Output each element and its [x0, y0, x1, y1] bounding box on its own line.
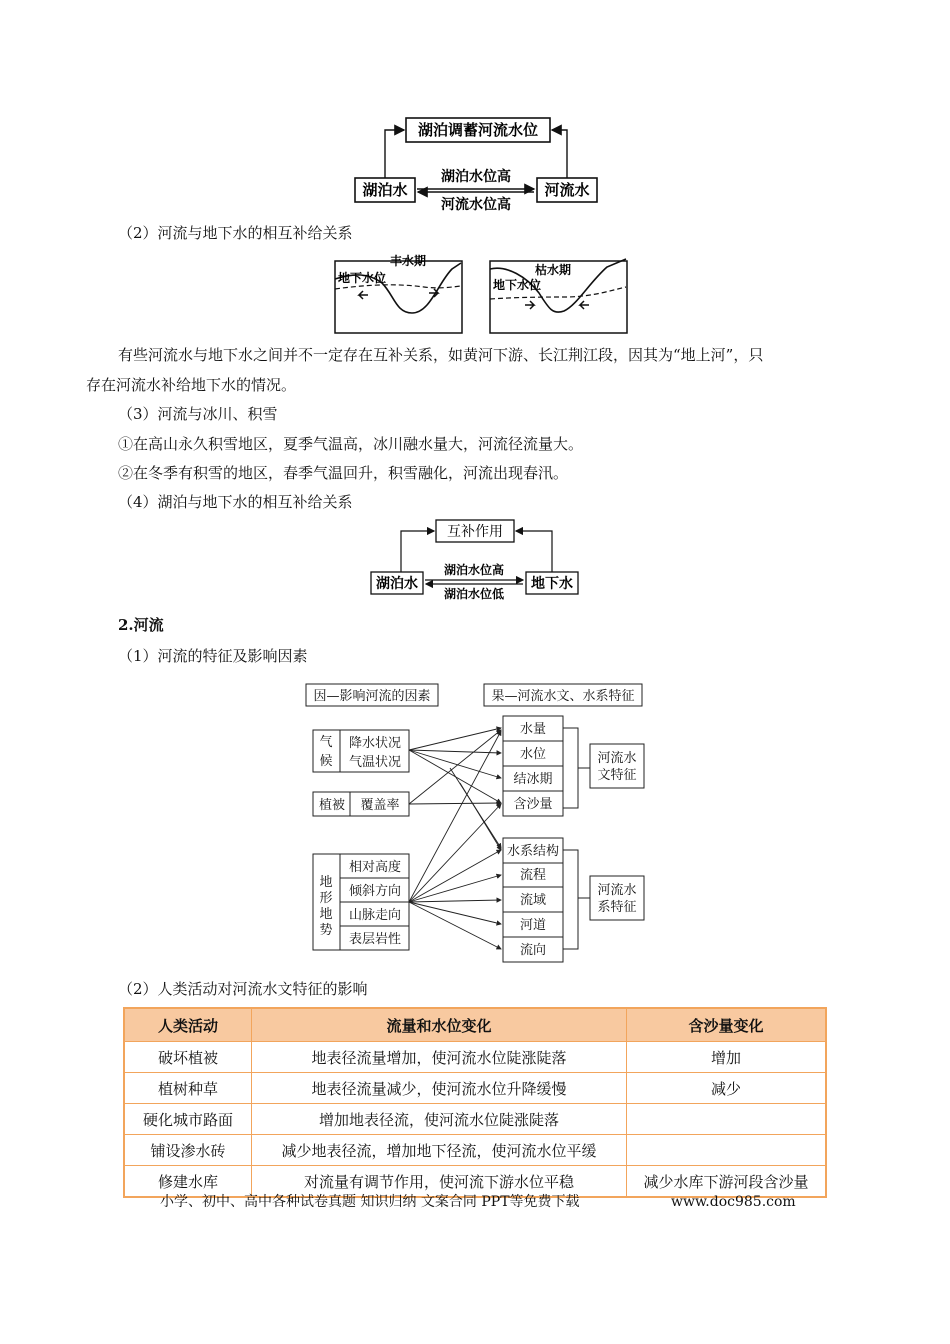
river-water-label: 河流水: [544, 181, 590, 199]
table-row: [124, 1073, 826, 1104]
table-row: [124, 1104, 826, 1135]
system-item-1: 水系结构: [506, 844, 560, 859]
dry-season-label: 枯水期: [535, 263, 572, 277]
table-cell: 增加地表径流，使河流水位陡涨陡落: [252, 1104, 627, 1135]
table-cell: 地表径流量增加，使河流水位陡涨陡落: [252, 1042, 627, 1073]
paragraph-line-1: 有些河流水与地下水之间并不一定存在互补关系，如黄河下游、长江荆江段，因其为“地上河”，只: [118, 346, 764, 364]
river-high-label: 河流水位高: [441, 197, 511, 212]
lake-water-label: 湖泊水: [362, 181, 408, 199]
lake-water-label-2: 湖泊水: [376, 576, 418, 592]
coverage-label: 覆盖率: [360, 798, 400, 813]
river-heading: 2.河流: [118, 616, 164, 634]
table-row: [124, 1042, 826, 1073]
table-cell: 修建水库: [124, 1166, 252, 1198]
slope-label: 倾斜方向: [348, 884, 402, 899]
groundwater-dry-diagram: [489, 253, 629, 335]
terrain-label: 地: [319, 875, 333, 890]
complement-label: 互补作用: [447, 524, 503, 540]
lake-lower-label: 湖泊水位低: [443, 587, 505, 601]
footer-url[interactable]: www.doc985.com: [671, 1194, 796, 1210]
rock-label: 表层岩性: [348, 932, 402, 947]
effect-header: 果—河流水文、水系特征: [491, 689, 635, 704]
system-item-4: 河道: [519, 918, 547, 933]
river-factors-diagram: [300, 678, 650, 968]
table-cell: 对流量有调节作用，使河流下游水位平稳: [252, 1166, 627, 1198]
vegetation-label: 植被: [318, 798, 346, 813]
flood-season-label: 丰水期: [390, 254, 427, 268]
lake-groundwater-diagram: [366, 516, 586, 604]
svg-text:势: 势: [319, 923, 333, 938]
river-subsection-2: （2）人类活动对河流水文特征的影响: [118, 980, 368, 998]
section-4-title: （4）湖泊与地下水的相互补给关系: [118, 493, 353, 511]
table-header-row: [124, 1008, 826, 1042]
table-cell: 减少水库下游河段含沙量: [627, 1166, 827, 1198]
system-item-3: 流域: [519, 893, 547, 908]
groundwater-label: 地下水: [531, 576, 573, 592]
table-row: [124, 1135, 826, 1166]
table-header-flow: 流量和水位变化: [252, 1008, 627, 1042]
groundwater-flood-diagram: [334, 253, 464, 335]
lake-higher-label: 湖泊水位高: [443, 563, 505, 577]
precip-label: 降水状况: [348, 736, 402, 751]
section-3-title: （3）河流与冰川、积雪: [118, 405, 278, 423]
lake-regulates-label: 湖泊调蓄河流水位: [417, 121, 539, 139]
svg-text:形: 形: [319, 891, 333, 906]
dry-water-table-label: 地下水位: [493, 278, 542, 292]
system-item-2: 流程: [519, 868, 547, 883]
table-cell: 减少地表径流，增加地下径流，使河流水位平缓: [252, 1135, 627, 1166]
table-header-sediment: 含沙量变化: [627, 1008, 827, 1042]
hydro-item-1: 水量: [519, 722, 547, 737]
lake-high-label: 湖泊水位高: [441, 169, 511, 185]
system-group-label: 河流水: [597, 883, 637, 898]
cause-header: 因—影响河流的因素: [313, 689, 431, 704]
svg-text:文特征: 文特征: [597, 768, 637, 783]
svg-text:系特征: 系特征: [597, 900, 637, 915]
river-subsection-1: （1）河流的特征及影响因素: [118, 647, 308, 665]
lake-river-diagram: [340, 112, 620, 212]
svg-text:候: 候: [319, 754, 333, 769]
table-cell: 硬化城市路面: [124, 1104, 252, 1135]
hydro-group-label: 河流水: [597, 751, 637, 766]
table-cell: 地表径流量减少，使河流水位升降缓慢: [252, 1073, 627, 1104]
table-header-activity: 人类活动: [124, 1008, 252, 1042]
table-cell: 破坏植被: [124, 1042, 252, 1073]
table-cell: 植树种草: [124, 1073, 252, 1104]
hydro-item-3: 结冰期: [513, 772, 553, 787]
hydro-item-4: 含沙量: [513, 797, 553, 812]
section-3-item-2: ②在冬季有积雪的地区，春季气温回升，积雪融化，河流出现春汛。: [118, 464, 569, 482]
svg-text:地: 地: [319, 907, 333, 922]
section-2-title: （2）河流与地下水的相互补给关系: [118, 224, 353, 242]
climate-label: 气: [319, 735, 333, 750]
table-cell: [627, 1135, 827, 1166]
system-item-5: 流向: [519, 943, 547, 958]
human-activity-table: [123, 1007, 827, 1198]
table-cell: 增加: [627, 1042, 827, 1073]
footer-text: 小学、初中、高中各种试卷真题 知识归纳 文案合同 PPT等免费下载: [160, 1194, 580, 1210]
section-3-item-1: ①在高山永久积雪地区，夏季气温高，冰川融水量大，河流径流量大。: [118, 435, 584, 453]
hydro-item-2: 水位: [519, 747, 547, 762]
flood-water-table-label: 地下水位: [338, 271, 387, 285]
rel-height-label: 相对高度: [348, 860, 402, 875]
paragraph-line-2: 存在河流水补给地下水的情况。: [86, 376, 297, 394]
table-cell: 减少: [627, 1073, 827, 1104]
temp-label: 气温状况: [348, 755, 402, 770]
table-cell: [627, 1104, 827, 1135]
table-cell: 铺设渗水砖: [124, 1135, 252, 1166]
mountain-label: 山脉走向: [348, 908, 402, 923]
